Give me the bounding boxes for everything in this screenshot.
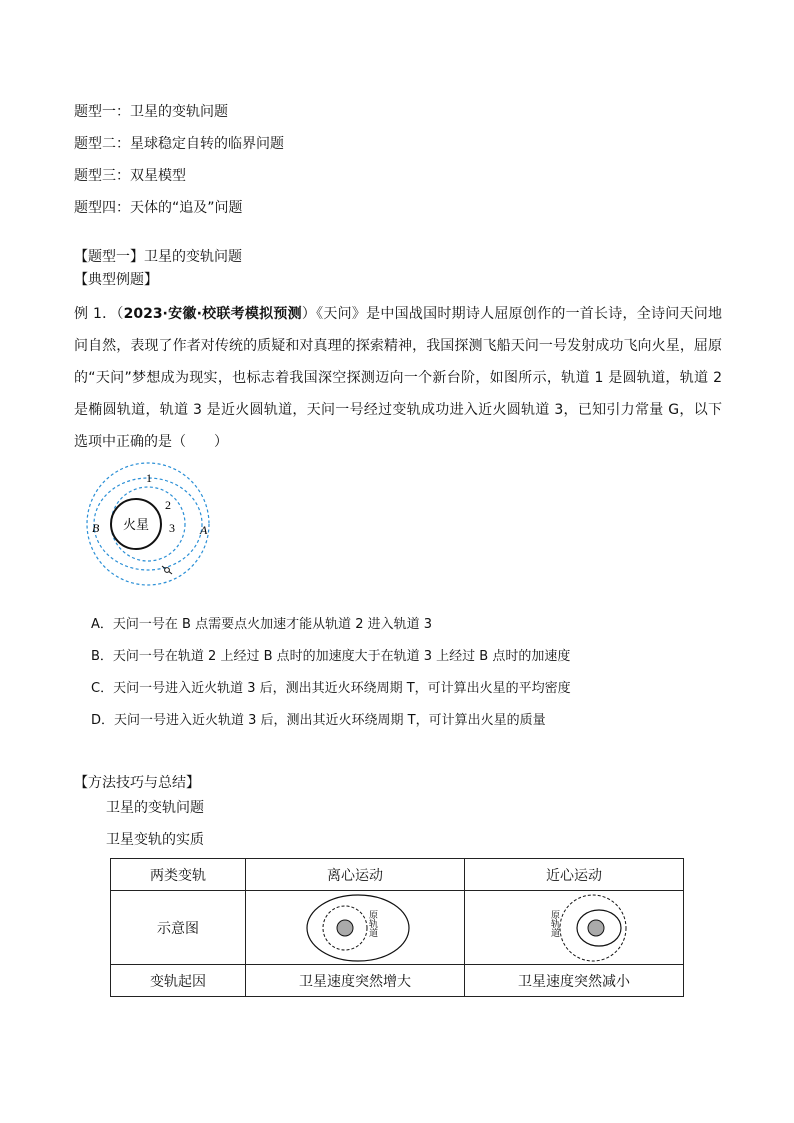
option-d: D．天问一号进入近火轨道 3 后，测出其近火环绕周期 T，可计算出火星的质量 — [91, 713, 546, 728]
question-body: ）《天问》是中国战国时期诗人屈原创作的一首长诗，全诗问天问地问自然，表现了作者对传统的质疑和对真理的探索精神，我国探测飞船天问一号发射成功飞向火星，屈原的“天问”梦想成为现实，也标志着我国深空探测迈向一个新台阶，如图所示，轨道 1 是圆轨道，轨道 2 是椭圆轨道，轨道 3 是近火圆轨道，天问一号经过变轨成功进入近火圆轨道 3，已知引力常量 G，以下选项中正确的是（ ） — [74, 306, 723, 450]
question-prefix: 例 1．（ — [74, 306, 124, 322]
question-text — [74, 298, 722, 458]
table-header: 近心运动 — [465, 859, 684, 891]
orbit-label-1: 1 — [146, 471, 152, 485]
spacecraft-marker — [165, 568, 170, 573]
section-title: 【题型一】卫星的变轨问题 — [74, 249, 242, 265]
table-cell-diagram — [465, 891, 684, 965]
point-label-b: B — [92, 521, 100, 535]
question-source: 2023·安徽·校联考模拟预测 — [123, 306, 302, 322]
option-c: C．天问一号进入近火轨道 3 后，测出其近火环绕周期 T，可计算出火星的平均密度 — [91, 681, 571, 696]
table-cell-diagram — [246, 891, 465, 965]
table-cell: 变轨起因 — [111, 965, 246, 997]
table-row — [111, 965, 684, 997]
centrifugal-diagram — [246, 892, 464, 964]
toc-item: 题型二：星球稳定自转的临界问题 — [74, 136, 284, 152]
table-row — [111, 859, 684, 891]
method-subheading: 卫星变轨的实质 — [106, 832, 204, 848]
centripetal-diagram — [465, 892, 683, 964]
table-cell: 示意图 — [111, 891, 246, 965]
diagram-label: 原轨道 — [549, 909, 559, 937]
diagram-label: 原轨道 — [367, 909, 377, 937]
method-heading: 【方法技巧与总结】 — [74, 775, 200, 791]
option-b: B．天问一号在轨道 2 上经过 B 点时的加速度大于在轨道 3 上经过 B 点时的加速度 — [91, 649, 571, 664]
option-a: A．天问一号在 B 点需要点火加速才能从轨道 2 进入轨道 3 — [91, 617, 433, 632]
example-heading: 【典型例题】 — [74, 272, 158, 288]
toc-item: 题型一：卫星的变轨问题 — [74, 104, 228, 120]
orbit-label-3: 3 — [169, 521, 175, 535]
toc-item: 题型三：双星模型 — [74, 168, 186, 184]
point-label-a: A — [200, 523, 208, 537]
table-cell: 卫星速度突然增大 — [246, 965, 465, 997]
table-row — [111, 891, 684, 965]
orbit-label-2: 2 — [165, 498, 171, 512]
toc-item: 题型四：天体的“追及”问题 — [74, 200, 243, 216]
table-cell: 卫星速度突然减小 — [465, 965, 684, 997]
orbit-change-table — [110, 858, 684, 997]
orbit-figure — [72, 462, 222, 586]
table-header: 两类变轨 — [111, 859, 246, 891]
method-subheading: 卫星的变轨问题 — [106, 800, 204, 816]
table-header: 离心运动 — [246, 859, 465, 891]
planet-label: 火星 — [122, 518, 150, 533]
